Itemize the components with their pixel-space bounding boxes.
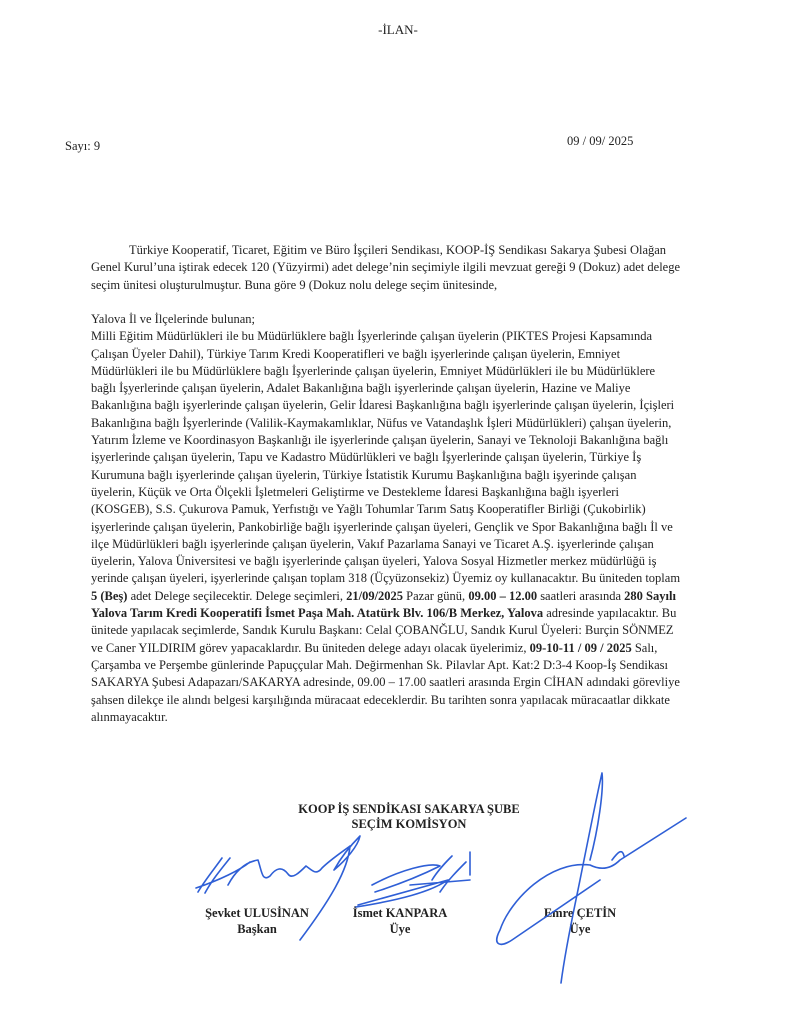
intro-paragraph: Türkiye Kooperatif, Ticaret, Eğitim ve Büro İşçileri Sendikası, KOOP-İŞ Sendikası Sakarya Şubesi Olağan Genel Kurul’una iştirak edecek 120 (Yüzyirmi) adet delege’nin seçimiyle ilgili mevzuat gereği 9 (Dokuz) adet delege seçim ünitesi oluşturulmuştur. Buna göre 9 (Dokuz nolu delege seçim ünitesinde, (91, 243, 681, 292)
signatory-member-1 (330, 905, 470, 937)
signatory-name: Şevket ULUSİNAN (205, 906, 309, 920)
details-text-1: Milli Eğitim Müdürlükleri ile bu Müdürlüklere bağlı İşyerlerinde çalışan üyelerin (PIKTES Projesi Kapsamında Çalışan Üyeler Dahil), Türkiye Tarım Kredi Kooperatifleri ve bağlı işyerlerinde çalışan üyelerin, Emniyet Müdürlükleri ile bu Müdürlüklere bağlı İşyerlerinde çalışan üyelerin, Emniyet Müdürlükleri ile bu Müdürlüklere bağlı İşyerlerinde çalışan üyelerin, Adalet Bakanlığına bağlı işyerlerinde çalışan üyelerin, Hazine ve Maliye Bakanlığına bağlı işyerlerinde çalışan üyelerin, Gelir İdaresi Başkanlığına bağlı işyerlerinde çalışan üyelerin, İçişleri Bakanlığına bağlı İşyerlerinde (Valilik-Kaymakamlıklar, Nüfus ve Vatandaşlık İşleri Müdürlükleri) çalışan üyelerin, Yatırım İzleme ve Koordinasyon Başkanlığı ile işyerlerinde çalışan üyelerin, Sanayi ve Teknoloji Bakanlığına bağlı işyerlerinde çalışan üyelerin, Tapu ve Kadastro Müdürlükleri ve bağlı İşyerlerinde çalışan üyelerin, Türkiye İş Kurumuna bağlı işyerlerinde çalışan üyelerin, Türkiye İstatistik Kurumu Başkanlığına bağlı işyerinde çalışan üyelerin, Küçük ve Orta Ölçekli İşletmeleri Geliştirme ve Destekleme İdaresi Başkanlığına bağlı işyerleri (KOSGEB), S.S. Çukurova Pamuk, Yerfıstığı ve Yağlı Tohumlar Tarım Satış Kooperatifler Birliği (Çukobirlik) işyerlerinde çalışan üyelerin, Pankobirliğe bağlı işyerlerinde çalışan üyeleri, Gençlik ve Spor Bakanlığına bağlı İl ve ilçe Müdürlükleri bağlı işyerlerinde çalışan üyelerin, Vakıf Pazarlama Sanayi ve Ticaret A.Ş. işyerlerinde çalışan üyelerin, Yalova Üniversitesi ve bağlı işyerlerinde çalışan üyeleri, Yalova Sosyal Hizmetler merkez müdürlüğü iş yerinde çalışan üyeleri, işyerlerinde çalışan toplam 318 (Üçyüzonsekiz) Üyemiz oy kullanacaktır. Bu üniteden toplam (91, 329, 681, 586)
election-hours: 09.00 – 12.00 (468, 588, 538, 603)
delegate-count: 5 (Beş) (91, 588, 128, 603)
document-date: 09 / 09/ 2025 (567, 134, 634, 148)
signatory-role: Üye (389, 922, 411, 936)
signatory-chair (187, 905, 327, 937)
committee-line-1: KOOP İŞ SENDİKASI SAKARYA ŞUBE (298, 802, 520, 816)
election-committee-heading (0, 802, 796, 832)
signatory-role: Üye (569, 922, 591, 936)
signatory-role: Başkan (237, 922, 277, 936)
details-text-6: Salı, Çarşamba ve Perşembe günlerinde Papuççular Mah. Değirmenhan Sk. Pilavlar Apt. Kat:2 D:3-4 Koop-İş Sendikası SAKARYA Şubesi Adapazarı/SAKARYA adresinde, 09.00 – 17.00 saatleri arasında Ergin CİHAN adındaki görevliye şahsen dilekçe ile alındı belgesi karşılığında müracaat edeceklerdir. Bu tarihten sonra yapılacak müracaatlar dikkate alınmayacaktır. (91, 640, 680, 724)
document-number: Sayı: 9 (65, 139, 101, 153)
details-text-3: Pazar günü, (403, 588, 469, 603)
details-text-2: adet Delege seçilecektir. Delege seçimleri, (127, 588, 347, 603)
details-paragraph (91, 311, 681, 726)
details-text-5: adresinde yapılacaktır. Bu ünitede yapılacak seçimlerde, Sandık Kurulu Başkanı: Celal ÇOBANĞLU, Sandık Kurul Üyeleri: Burçin SÖNMEZ ve Caner YILDIRIM görev yapacaklardır. Bu üniteden delege adayı olacak üyelerimiz, (91, 606, 677, 655)
signatory-name: Emre ÇETİN (543, 906, 617, 920)
election-date: 21/09/2025 (346, 588, 404, 603)
document-title: -İLAN- (378, 22, 418, 37)
details-intro: Yalova İl ve İlçelerinde bulunan; (91, 312, 255, 326)
signature-member-1 (356, 852, 470, 907)
signatory-name: İsmet KANPARA (352, 906, 448, 920)
committee-line-2: SEÇİM KOMİSYON (351, 817, 467, 831)
application-dates: 09-10-11 / 09 / 2025 (529, 640, 632, 655)
election-place: 280 Sayılı Yalova Tarım Kredi Kooperatifi İsmet Paşa Mah. Atatürk Blv. 106/B Merkez, Yalova (91, 588, 676, 621)
signatory-member-2 (510, 905, 650, 937)
details-text-4: saatleri arasında (537, 588, 625, 603)
